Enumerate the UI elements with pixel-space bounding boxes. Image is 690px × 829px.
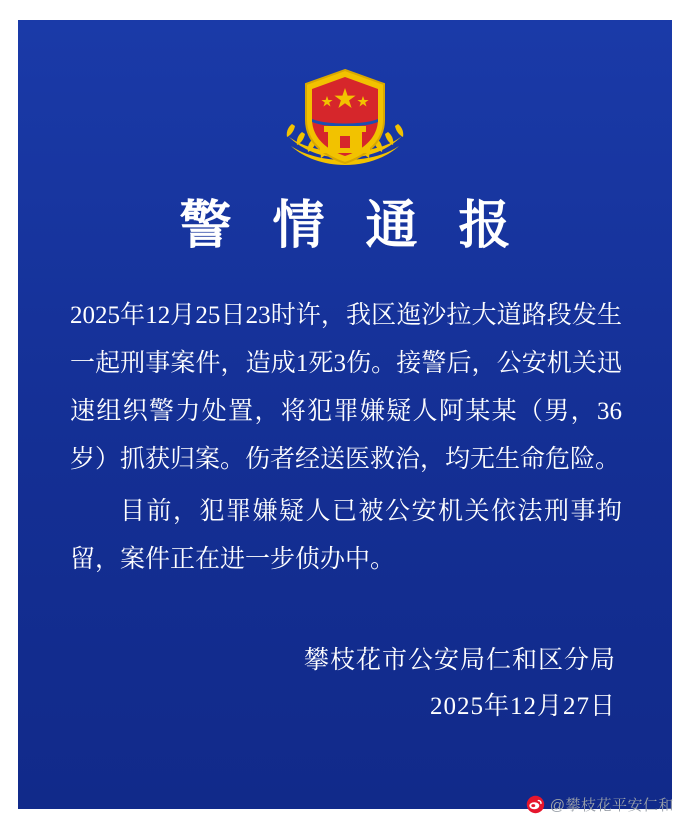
notice-body <box>70 292 622 588</box>
signature-block <box>196 638 616 730</box>
footer-watermark <box>0 787 690 821</box>
emblem-container <box>18 60 672 180</box>
page-title: 警 情 通 报 <box>179 198 525 255</box>
signature-date: 2025年12月27日 <box>429 693 616 720</box>
weibo-icon <box>526 795 545 814</box>
notice-paragraph-1: 2025年12月25日23时许，我区迤沙拉大道路段发生一起刑事案件，造成1死3伤。接警后，公安机关迅速组织警力处置，将犯罪嫌疑人阿某某（男，36岁）抓获归案。伤者经送医救治，均无生命危险。 <box>70 302 622 473</box>
weibo-account-label[interactable]: @攀枝花平安仁和 <box>549 796 674 814</box>
police-notice-card <box>18 20 672 809</box>
signature-issuer: 攀枝花市公安局仁和区分局 <box>303 647 616 674</box>
notice-paragraph-2: 目前，犯罪嫌疑人已被公安机关依法刑事拘留，案件正在进一步侦办中。 <box>70 498 622 573</box>
police-emblem-icon <box>282 62 408 178</box>
